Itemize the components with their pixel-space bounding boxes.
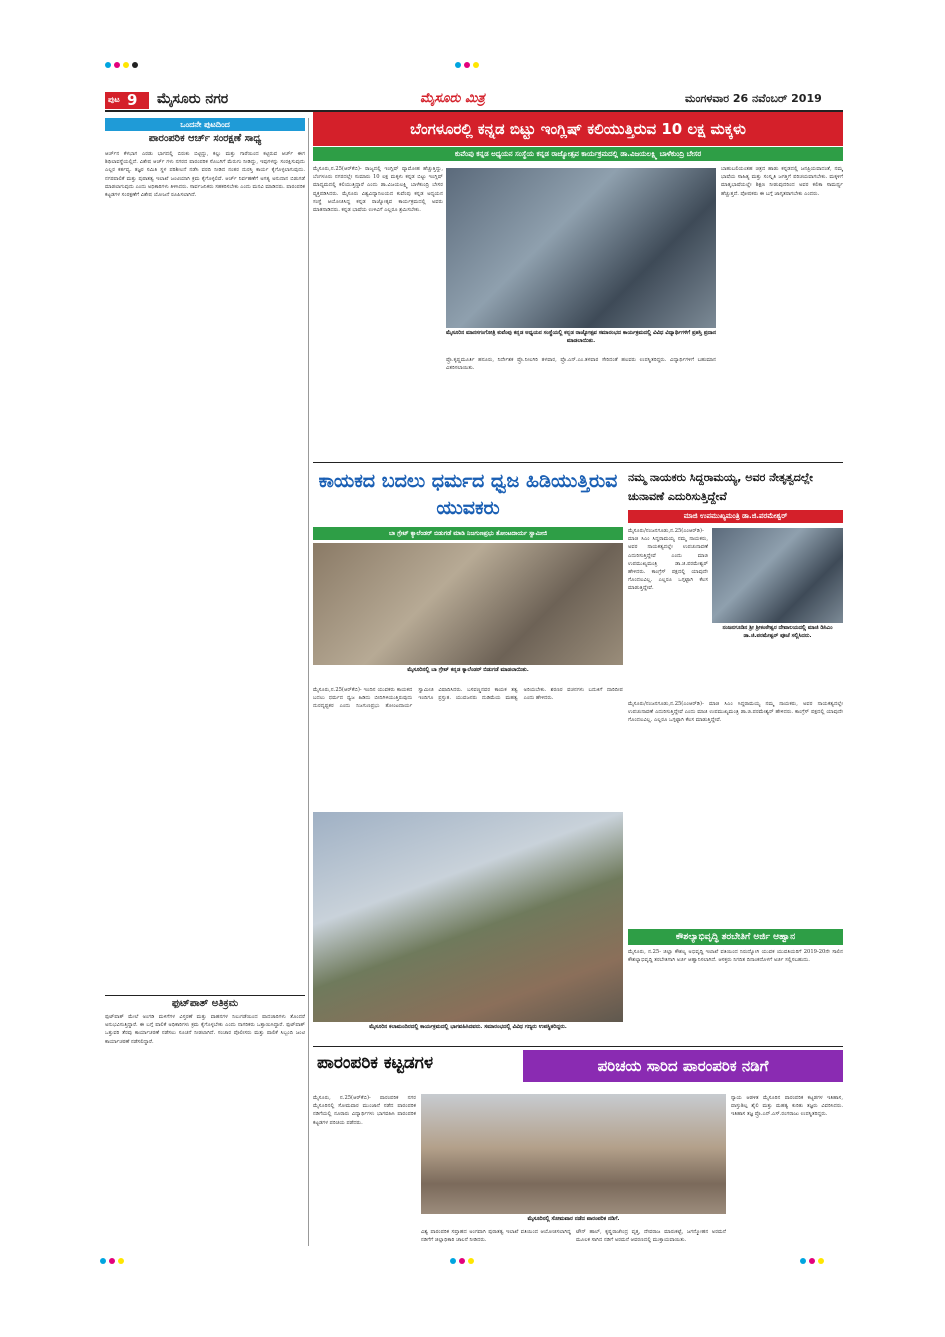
column-divider <box>308 118 309 1246</box>
headline-footpath: ಫುಟ್‌ಪಾತ್ ಅತಿಕ್ರಮ <box>105 995 305 1009</box>
politics-body-col1: ಮೈಸೂರು/ನಂಜನಗೂಡು,ನ.25(ಎಂಆರ್‌ಡಿ)- ಮಾಜಿ ಸಿಎಂ ಸಿದ್ದರಾಮಯ್ಯ ನಮ್ಮ ನಾಯಕರು, ಅವರ ನಾಯಕತ್ವದಲ್ಲೇ ಉಪಚುನಾವಣೆ ಎದುರಿಸುತ್ತಿದ್ದೇವೆ ಎಂದು ಮಾಜಿ ಉಪಮುಖ್ಯಮಂತ್ರಿ ಡಾ.ಜಿ.ಪರಮೇಶ್ವರ್ ಹೇಳಿದರು. ಕಾಂಗ್ರೆಸ್ ಪಕ್ಷದಲ್ಲಿ ಯಾವುದೇ ಗೊಂದಲವಿಲ್ಲ. ಎಲ್ಲರೂ ಒಗ್ಗಟ್ಟಾಗಿ ಕೆಲಸ ಮಾಡುತ್ತಿದ್ದೇವೆ. <box>628 528 708 592</box>
heritage-body-col3: ಟೌನ್ ಹಾಲ್, ಕೃಷ್ಣರಾಜೇಂದ್ರ ವೃತ್ತ, ದೇವರಾಜ ಮಾರುಕಟ್ಟೆ, ಜಗನ್ಮೋಹನ ಅರಮನೆ ಮೂಲಕ ಸಾಗಿದ ನಡಿಗೆ ಅರಮನೆ ಆವರಣದಲ್ಲಿ ಮುಕ್ತಾಯವಾಯಿತು. <box>576 1229 726 1244</box>
article-footpath-body: ಫುಟ್‌ಪಾತ್ ಮೇಲೆ ಅಂಗಡಿ ಮಳಿಗೆಗಳ ವಿಸ್ತರಣೆ ಮತ್ತು ವಾಹನಗಳ ನಿಲುಗಡೆಯಿಂದ ಪಾದಚಾರಿಗಳು ತೊಂದರೆ ಅನುಭವಿಸುತ್ತಿದ್ದಾರೆ. ಈ ಬಗ್ಗೆ ಪಾಲಿಕೆ ಅಧಿಕಾರಿಗಳು ಕ್ರಮ ಕೈಗೊಳ್ಳಬೇಕು ಎಂದು ನಾಗರಿಕರು ಒತ್ತಾಯಿಸಿದ್ದಾರೆ. ಫುಟ್‌ಪಾತ್ ಒತ್ತುವರಿ ತೆರವು ಕಾರ್ಯಾಚರಣೆ ನಡೆಸಲು ಸೂಚನೆ ನೀಡಲಾಗಿದೆ. ಸಂಚಾರ ಪೊಲೀಸರು ಮತ್ತು ಪಾಲಿಕೆ ಸಿಬ್ಬಂದಿ ಜಂಟಿ ಕಾರ್ಯಾಚರಣೆ ನಡೆಸಲಿದ್ದಾರೆ. <box>105 1014 305 1045</box>
calendar-photo-caption: ಮೈಸೂರಿನಲ್ಲಿ ಬಾ ಗ್ರೇಟ್ ಕನ್ನಡ ಕ್ಯಾಲೆಂಡರ್ ಬಿಡುಗಡೆ ಮಾಡಲಾಯಿತು. <box>407 667 529 673</box>
calendar-subhead: ಬಾ ಗ್ರೇಟ್ ಕ್ಯಾಲೆಂಡರ್ ಬಿಡುಗಡೆ ಮಾಡಿ ನಿಜಗುಣಪ್ರಭು ತೋಂಟದಾರ್ಯ ಸ್ವಾಮೀಜಿ <box>313 527 623 540</box>
temple-visit-photo <box>712 528 843 623</box>
page-number-badge <box>105 92 149 109</box>
heritage-body-col2: ವಿಶ್ವ ಪಾರಂಪರಿಕ ಸಪ್ತಾಹದ ಅಂಗವಾಗಿ ಪುರಾತತ್ವ ಇಲಾಖೆ ವತಿಯಿಂದ ಆಯೋಜಿಸಲಾಗಿದ್ದ ನಡಿಗೆಗೆ ಜಿಲ್ಲಾಧಿಕಾರಿ ಚಾಲನೆ ನೀಡಿದರು. <box>421 1229 571 1244</box>
headline-arch: ಪಾರಂಪರಿಕ ಆರ್ಚ್ ಸಂರಕ್ಷಣೆ ಸಾಧ್ಯ <box>148 133 262 144</box>
heritage-body-col4: ನ್ಯಾಯ ಆಡಳಿತ ಮೈಸೂರಿನ ಪಾರಂಪರಿಕ ಕಟ್ಟಡಗಳ ಇತಿಹಾಸ, ವಾಸ್ತುಶಿಲ್ಪ ಶೈಲಿ ಮತ್ತು ಮಹತ್ವ ಕುರಿತು ತಜ್ಞರು ವಿವರಿಸಿದರು. ಇತಿಹಾಸ ತಜ್ಞ ಪ್ರೊ.ಎನ್.ಎಸ್.ರಂಗರಾಜು ಉಪಸ್ಥಿತರಿದ್ದರು. <box>731 1095 843 1118</box>
group-walk-photo <box>313 812 623 1022</box>
registration-marks-top <box>105 62 165 70</box>
section-rule-bottom <box>313 1046 843 1047</box>
registration-marks-bottom-right <box>800 1258 840 1266</box>
heritage-photo-caption: ಮೈಸೂರಿನಲ್ಲಿ ಸೋಮವಾರ ನಡೆದ ಪಾರಂಪರಿಕ ನಡಿಗೆ. <box>527 1216 620 1222</box>
page-number: 9 <box>127 91 138 109</box>
issue-date: ಮಂಗಳವಾರ 26 ನವೆಂಬರ್ 2019 <box>685 92 822 105</box>
magenta-dot <box>109 1258 115 1264</box>
lead-body-col2: ಪ್ರೊ.ಕೃಷ್ಣಮೂರ್ತಿ ಹನೂರು, ನಿರ್ದೇಶಕ ಪ್ರೊ.ನೀಲಗಿರಿ ತಳವಾರ, ಪ್ರೊ.ಎನ್.ಎಂ.ತಳವಾರ ಸೇರಿದಂತೆ ಹಲವರು ಉಪಸ್ಥಿತರಿದ್ದರು. ವಿದ್ಯಾರ್ಥಿಗಳಿಗೆ ಬಹುಮಾನ ವಿತರಿಸಲಾಯಿತು. <box>446 357 716 372</box>
lead-headline: ಬೆಂಗಳೂರಲ್ಲಿ ಕನ್ನಡ ಬಿಟ್ಟು ಇಂಗ್ಲಿಷ್ ಕಲಿಯುತ್ತಿರುವ 10 ಲಕ್ಷ ಮಕ್ಕಳು <box>313 112 843 146</box>
calendar-headline: ಕಾಯಕದ ಬದಲು ಧರ್ಮದ ಧ್ವಜ ಹಿಡಿಯುತ್ತಿರುವ ಯುವಕರು <box>318 470 618 519</box>
calendar-body: ಮೈಸೂರು,ನ.25(ಆರ್‌ಕೆಬಿ)- ಇಂದಿನ ಯುವಕರು ಕಾಯಕದ ಬದಲು ಧರ್ಮದ ಧ್ವಜ ಹಿಡಿದು ಬೀದಿಗಿಳಿಯುತ್ತಿರುವುದು ದುರದೃಷ್ಟಕರ ಎಂದು ನಿಜಗುಣಪ್ರಭು ತೋಂಟದಾರ್ಯ ಸ್ವಾಮೀಜಿ ವಿಷಾದಿಸಿದರು. ಬಸವಣ್ಣನವರ ಕಾಯಕ ತತ್ವ ಇಂದಿಗೂ ಪ್ರಸ್ತುತ. ಯುವಜನರು ದುಡಿಮೆಯ ಮಹತ್ವ ಅರಿಯಬೇಕು. ಶರಣರ ವಚನಗಳು ಬದುಕಿಗೆ ದಾರಿದೀಪ ಎಂದು ಹೇಳಿದರು. <box>313 687 623 710</box>
magenta-dot <box>459 1258 465 1264</box>
politics-subhead: ಮಾಜಿ ಉಪಮುಖ್ಯಮಂತ್ರಿ ಡಾ.ಜಿ.ಪರಮೇಶ್ವರ್ <box>628 510 843 523</box>
lead-body-col3: ಬಾಹುಬಲಿಯಂತಹ ಚಿತ್ರದ ಹಾಡು ಕನ್ನಡದಲ್ಲಿ ಜನಪ್ರಿಯವಾದಂತೆ, ನಮ್ಮ ಭಾಷೆಯ ಸಾಹಿತ್ಯ ಮತ್ತು ಸಂಸ್ಕೃತಿ ಜಗತ್ತಿಗೆ ಪರಿಚಯವಾಗಬೇಕು. ಮಕ್ಕಳಿಗೆ ಮಾತೃಭಾಷೆಯಲ್ಲೇ ಶಿಕ್ಷಣ ನೀಡುವುದರಿಂದ ಅವರ ಕಲಿಕಾ ಸಾಮರ್ಥ್ಯ ಹೆಚ್ಚುತ್ತದೆ. ಪೋಷಕರು ಈ ಬಗ್ಗೆ ಜಾಗೃತರಾಗಬೇಕು ಎಂದರು. <box>721 166 843 197</box>
magenta-dot <box>809 1258 815 1264</box>
cyan-dot <box>450 1258 456 1264</box>
yellow-dot <box>118 1258 124 1264</box>
article-arch-body: ಆರ್ಚ್‌ನ ಕೆಳಭಾಗ ಎರಡು ಭಾಗದಲ್ಲಿ ಬಿರುಕು ಬಿಟ್ಟಿದ್ದು, ಕಲ್ಲು ಮತ್ತು ಗಾರೆಯಿಂದ ಕಟ್ಟಿರುವ ಆರ್ಚ್ ಈಗ ಶಿಥಿಲಾವಸ್ಥೆಯಲ್ಲಿದೆ. ವಿಶೇಷ ಆರ್ಚ್ ಗಳು ನಗರದ ಪಾರಂಪರಿಕ ಸೊಬಗಿಗೆ ಮೆರುಗು ನೀಡಿದ್ದು, ಇವುಗಳನ್ನು ಸಂರಕ್ಷಿಸುವುದು ಎಲ್ಲರ ಕರ್ತವ್ಯ. ತಜ್ಞರ ಸಮಿತಿ ಸ್ಥಳ ಪರಿಶೀಲನೆ ನಡೆಸಿ ವರದಿ ನೀಡಿದ ನಂತರ ದುರಸ್ತಿ ಕಾರ್ಯ ಕೈಗೊಳ್ಳಲಾಗುವುದು. ನಗರಪಾಲಿಕೆ ಮತ್ತು ಪುರಾತತ್ವ ಇಲಾಖೆ ಜಂಟಿಯಾಗಿ ಕ್ರಮ ಕೈಗೊಳ್ಳಲಿವೆ. ಆರ್ಚ್ ನಿರ್ವಹಣೆಗೆ ಅಗತ್ಯ ಅನುದಾನ ಬಿಡುಗಡೆ ಮಾಡಲಾಗುವುದು ಎಂದು ಅಧಿಕಾರಿಗಳು ತಿಳಿಸಿದರು. ಸಾರ್ವಜನಿಕರು ಸಹಕರಿಸಬೇಕು ಎಂದು ಮನವಿ ಮಾಡಿದರು. ಪಾರಂಪರಿಕ ಕಟ್ಟಡಗಳ ಸಂರಕ್ಷಣೆಗೆ ವಿಶೇಷ ಯೋಜನೆ ರೂಪಿಸಲಾಗಿದೆ. <box>105 151 305 199</box>
page-header <box>105 90 843 112</box>
yellow-dot <box>818 1258 824 1264</box>
heritage-walk-photo <box>421 1094 726 1214</box>
left-column <box>105 118 305 1246</box>
section-rule <box>313 462 843 463</box>
magenta-dot <box>114 62 120 68</box>
cyan-dot <box>455 62 461 68</box>
cyan-dot <box>100 1258 106 1264</box>
award-ceremony-photo <box>446 168 716 328</box>
heritage-headline <box>313 1050 843 1084</box>
heritage-headline-part2: ಪರಿಚಯ ಸಾರಿದ ಪಾರಂಪರಿಕ ನಡಿಗೆ <box>523 1050 843 1082</box>
registration-marks-bottom-center <box>450 1258 490 1266</box>
politics-body-cont: ಮೈಸೂರು/ನಂಜನಗೂಡು,ನ.25(ಎಂಆರ್‌ಡಿ)- ಮಾಜಿ ಸಿಎಂ ಸಿದ್ದರಾಮಯ್ಯ ನಮ್ಮ ನಾಯಕರು, ಅವರ ನಾಯಕತ್ವದಲ್ಲೇ ಉಪಚುನಾವಣೆ ಎದುರಿಸುತ್ತಿದ್ದೇವೆ ಎಂದು ಮಾಜಿ ಉಪಮುಖ್ಯಮಂತ್ರಿ ಡಾ.ಜಿ.ಪರಮೇಶ್ವರ್ ಹೇಳಿದರು. ಕಾಂಗ್ರೆಸ್ ಪಕ್ಷದಲ್ಲಿ ಯಾವುದೇ ಗೊಂದಲವಿಲ್ಲ. ಎಲ್ಲರೂ ಒಗ್ಗಟ್ಟಾಗಿ ಕೆಲಸ ಮಾಡುತ್ತಿದ್ದೇವೆ. <box>628 701 843 724</box>
skill-body: ಮೈಸೂರು, ನ.25- ಜಿಲ್ಲಾ ಕೌಶಲ್ಯ ಅಭಿವೃದ್ಧಿ ಇಲಾಖೆ ವತಿಯಿಂದ ನಿರುದ್ಯೋಗಿ ಯುವಕ ಯುವತಿಯರಿಗೆ 2019-20ನೇ ಸಾಲಿನ ಕೌಶಲ್ಯಾಭಿವೃದ್ಧಿ ತರಬೇತಿಗಾಗಿ ಅರ್ಜಿ ಆಹ್ವಾನಿಸಲಾಗಿದೆ. ಆಸಕ್ತರು ನಿಗದಿತ ದಿನಾಂಕದೊಳಗೆ ಅರ್ಜಿ ಸಲ್ಲಿಸಬಹುದು. <box>628 949 843 964</box>
continued-tag: ಒಂದನೇ ಪುಟದಿಂದ <box>105 118 305 131</box>
paper-logo: ಮೈಸೂರು ಮಿತ್ರ <box>420 91 485 106</box>
lead-body-col1: ಮೈಸೂರು,ನ.25(ಆರ್‌ಕೆಬಿ)- ರಾಜ್ಯದಲ್ಲಿ ಇಂಗ್ಲಿಷ್ ವ್ಯಾಮೋಹ ಹೆಚ್ಚುತ್ತಿದ್ದು, ಬೆಂಗಳೂರು ನಗರದಲ್ಲೇ ಸುಮಾರು 10 ಲಕ್ಷ ಮಕ್ಕಳು ಕನ್ನಡ ಬಿಟ್ಟು ಇಂಗ್ಲಿಷ್ ಮಾಧ್ಯಮದಲ್ಲಿ ಕಲಿಯುತ್ತಿದ್ದಾರೆ ಎಂದು ಡಾ.ವಿಜಯಲಕ್ಷ್ಮಿ ಬಾಳೆಕುಂದ್ರಿ ಬೇಸರ ವ್ಯಕ್ತಪಡಿಸಿದರು. ಮೈಸೂರು ವಿಶ್ವವಿದ್ಯಾನಿಲಯದ ಕುವೆಂಪು ಕನ್ನಡ ಅಧ್ಯಯನ ಸಂಸ್ಥೆ ಆಯೋಜಿಸಿದ್ದ ಕನ್ನಡ ರಾಜ್ಯೋತ್ಸವ ಕಾರ್ಯಕ್ರಮದಲ್ಲಿ ಅವರು ಮಾತನಾಡಿದರು. ಕನ್ನಡ ಭಾಷೆಯ ಉಳಿವಿಗೆ ಎಲ್ಲರೂ ಶ್ರಮಿಸಬೇಕು. <box>313 166 443 214</box>
yellow-dot <box>468 1258 474 1264</box>
lead-subhead: ಕುವೆಂಪು ಕನ್ನಡ ಅಧ್ಯಯನ ಸಂಸ್ಥೆಯ ಕನ್ನಡ ರಾಜ್ಯೋತ್ಸವ ಕಾರ್ಯಕ್ರಮದಲ್ಲಿ ಡಾ.ವಿಜಯಲಕ್ಷ್ಮಿ ಬಾಳೆಕುಂದ್ರಿ ಬೇಸರ <box>313 147 843 161</box>
heritage-body-col1: ಮೈಸೂರು, ನ.25(ಆರ್‌ಕೆಬಿ)- ಪಾರಂಪರಿಕ ನಗರ ಮೈಸೂರಿನಲ್ಲಿ ಸೋಮವಾರ ಮುಂಜಾನೆ ನಡೆದ ಪಾರಂಪರಿಕ ನಡಿಗೆಯಲ್ಲಿ ನೂರಾರು ವಿದ್ಯಾರ್ಥಿಗಳು ಭಾಗವಹಿಸಿ ಪಾರಂಪರಿಕ ಕಟ್ಟಡಗಳ ಪರಿಚಯ ಪಡೆದರು. <box>313 1095 416 1126</box>
magenta-dot <box>464 62 470 68</box>
cyan-dot <box>105 62 111 68</box>
section-title: ಮೈಸೂರು ನಗರ <box>157 91 229 107</box>
calendar-release-photo <box>313 543 623 665</box>
lead-photo-caption: ಮೈಸೂರಿನ ಮಾನಸಗಂಗೋತ್ರಿ ಕುವೆಂಪು ಕನ್ನಡ ಅಧ್ಯಯನ ಸಂಸ್ಥೆಯಲ್ಲಿ ಕನ್ನಡ ರಾಜ್ಯೋತ್ಸವ ಸಮಾರಂಭದ ಕಾರ್ಯಕ್ರಮದಲ್ಲಿ ವಿವಿಧ ವಿದ್ಯಾರ್ಥಿಗಳಿಗೆ ಪ್ರಶಸ್ತಿ ಪ್ರದಾನ ಮಾಡಲಾಯಿತು. <box>446 330 716 344</box>
registration-marks-bottom-left <box>100 1258 140 1266</box>
skill-headline: ಕೌಶಲ್ಯಾಭಿವೃದ್ಧಿ ತರಬೇತಿಗೆ ಅರ್ಜಿ ಆಹ್ವಾನ <box>628 929 843 945</box>
page-label: ಪುಟ <box>108 95 120 104</box>
yellow-dot <box>123 62 129 68</box>
cyan-dot <box>800 1258 806 1264</box>
heritage-headline-part1: ಪಾರಂಪರಿಕ ಕಟ್ಟಡಗಳ <box>317 1053 434 1073</box>
black-dot <box>132 62 138 68</box>
group-photo-caption: ಮೈಸೂರಿನ ಕಲಾಮಂದಿರದಲ್ಲಿ ಕಾರ್ಯಕ್ರಮದಲ್ಲಿ ಭಾಗವಹಿಸಿದವರು. ಸಮಾರಂಭದಲ್ಲಿ ವಿವಿಧ ಗಣ್ಯರು ಉಪಸ್ಥಿತರಿದ್ದರು. <box>369 1024 567 1030</box>
politics-photo-caption: ನಂಜನಗೂಡಿನ ಶ್ರೀ ಶ್ರೀಕಂಠೇಶ್ವರ ದೇವಾಲಯದಲ್ಲಿ ಮಾಜಿ ಡಿಸಿಎಂ ಡಾ.ಜಿ.ಪರಮೇಶ್ವರ್ ಪೂಜೆ ಸಲ್ಲಿಸಿದರು. <box>722 625 833 639</box>
registration-marks-top-center <box>455 62 495 70</box>
yellow-dot <box>473 62 479 68</box>
politics-headline: ನಮ್ಮ ನಾಯಕರು ಸಿದ್ದರಾಮಯ್ಯ, ಅವರ ನೇತೃತ್ವದಲ್ಲೇ ಚುನಾವಣೆ ಎದುರಿಸುತ್ತಿದ್ದೇವೆ <box>628 471 813 503</box>
